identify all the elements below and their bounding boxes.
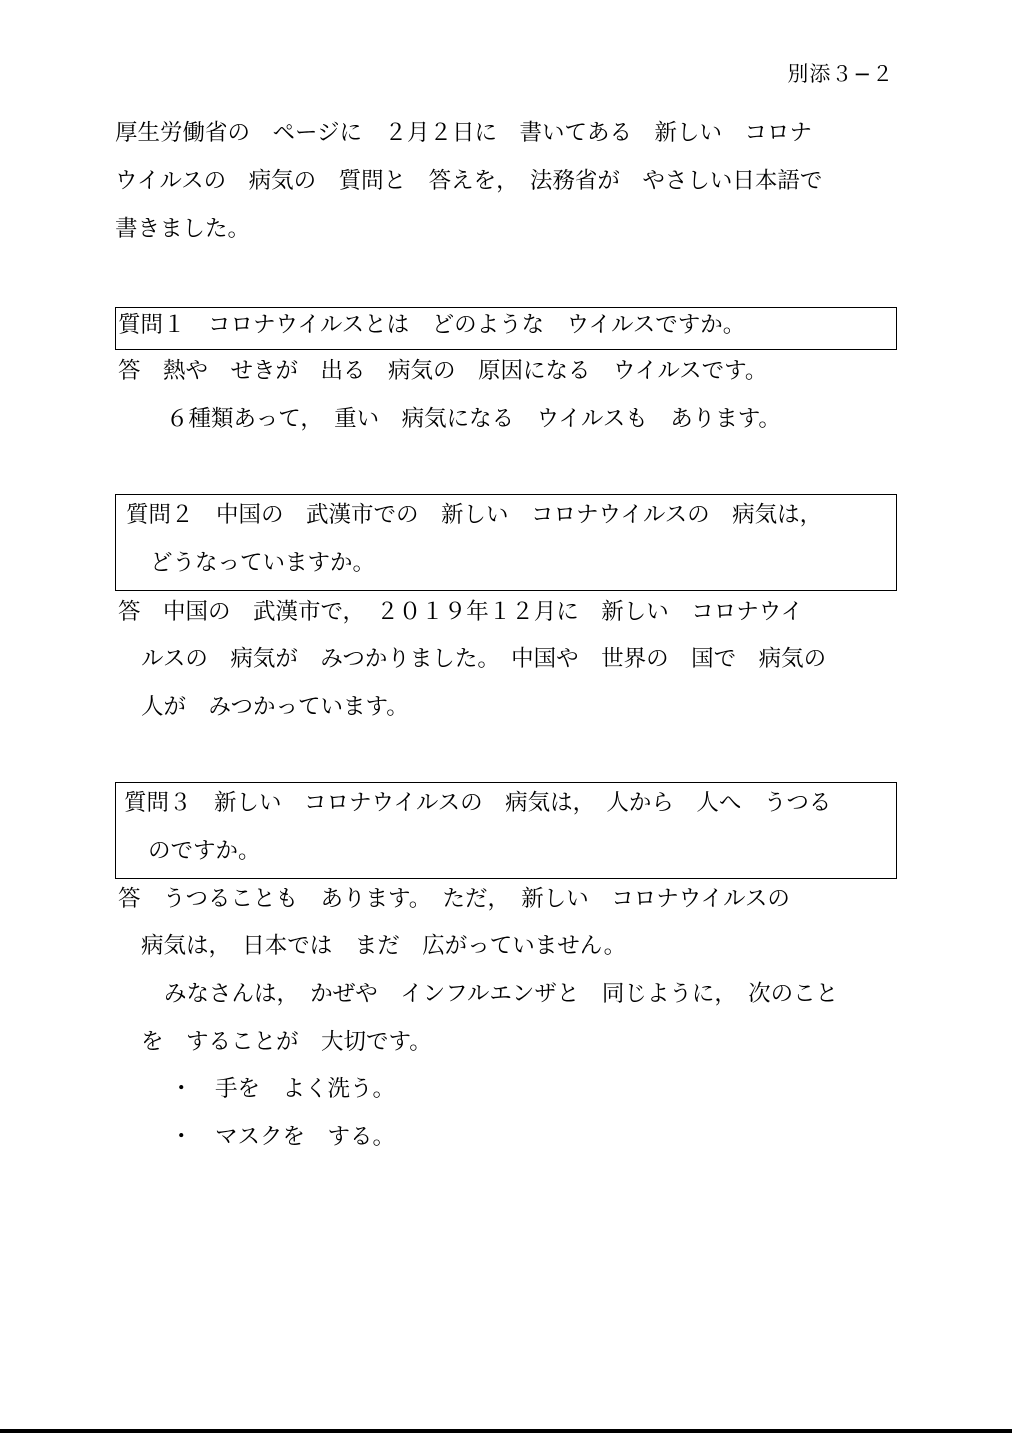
answer-2-line-1: 答 中国の 武漢市で， ２０１９年１２月に 新しい コロナウイ — [118, 599, 804, 625]
answer-3-line-2: 病気は， 日本では まだ 広がっていません。 — [141, 933, 627, 959]
question-3-line-1: 質問３ 新しい コロナウイルスの 病気は， 人から 人へ うつる — [124, 790, 832, 816]
answer-2-line-2: ルスの 病気が みつかりました。 中国や 世界の 国で 病気の — [141, 646, 827, 672]
question-2-line-2: どうなっていますか。 — [150, 550, 376, 576]
bullet-wash-hands: ・ 手を よく洗う。 — [170, 1076, 396, 1102]
answer-3-line-3: みなさんは， かぜや インフルエンザと 同じように， 次のこと — [164, 981, 839, 1007]
bullet-wear-mask: ・ マスクを する。 — [170, 1124, 396, 1150]
answer-2-line-3: 人が みつかっています。 — [141, 694, 409, 720]
answer-3-line-1: 答 うつることも あります。 ただ， 新しい コロナウイルスの — [118, 886, 790, 912]
question-3-line-2: のですか。 — [148, 838, 261, 864]
annex-label: 別添３−２ — [787, 62, 894, 86]
intro-line-1: 厚生労働省の ページに ２月２日に 書いてある 新しい コロナ — [115, 120, 813, 146]
bottom-rule — [0, 1429, 1012, 1433]
answer-3-line-4: を することが 大切です。 — [141, 1029, 432, 1055]
answer-1-line-2: ６種類あって， 重い 病気になる ウイルスも あります。 — [166, 406, 781, 432]
intro-line-2: ウイルスの 病気の 質問と 答えを， 法務省が やさしい日本語で — [115, 168, 823, 194]
question-1-text: 質問１ コロナウイルスとは どのような ウイルスですか。 — [118, 312, 746, 338]
answer-1-line-1: 答 熱や せきが 出る 病気の 原因になる ウイルスです。 — [118, 358, 768, 384]
question-2-line-1: 質問２ 中国の 武漢市での 新しい コロナウイルスの 病気は， — [126, 502, 823, 528]
intro-line-3: 書きました。 — [115, 216, 251, 242]
